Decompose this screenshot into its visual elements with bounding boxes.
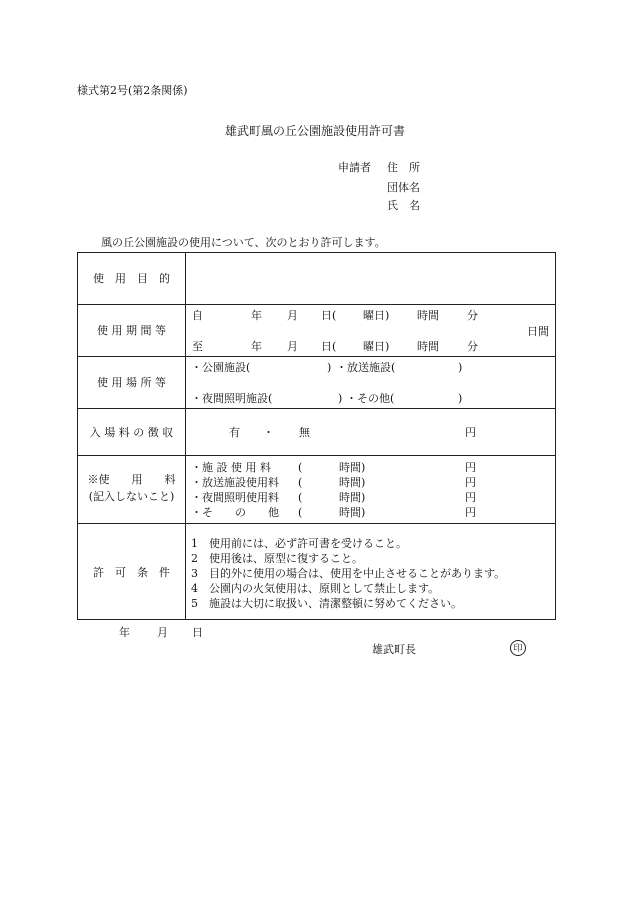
seal-icon: 印 [510, 640, 526, 656]
period-to-day: 日( [321, 340, 337, 353]
fee-item-yen: 円 [465, 476, 476, 489]
period-from-minute: 分 [467, 309, 478, 322]
fee-item-hours: 時間) [339, 491, 366, 504]
row-divider [78, 408, 555, 409]
period-from-day: 日( [321, 309, 337, 322]
place-other: ・その他( [346, 392, 395, 405]
footer-month: 月 [157, 626, 168, 639]
fee-item-name: ・施 設 使 用 料 [191, 461, 271, 474]
mayor-title: 雄武町長 [372, 643, 416, 656]
condition-item: 4 公園内の火気使用は、原則として禁止します。 [191, 582, 440, 595]
fee-item-hours: 時間) [339, 461, 366, 474]
admission-separator: ・ [263, 426, 274, 439]
period-from-prefix: 自 [192, 309, 203, 322]
period-from-year: 年 [251, 309, 262, 322]
fee-item-open: ( [298, 476, 303, 489]
fee-item-open: ( [298, 506, 303, 519]
applicant-label: 申請者 [338, 161, 371, 174]
fee-item-yen: 円 [465, 506, 476, 519]
applicant-name-label: 氏 名 [387, 199, 420, 212]
condition-item: 3 目的外に使用の場合は、使用を中止させることがあります。 [191, 567, 506, 580]
row-divider [78, 455, 555, 456]
purpose-label: 使 用 目 的 [93, 272, 170, 285]
place-night-lighting-close: ) [338, 392, 343, 405]
period-to-month: 月 [287, 340, 298, 353]
applicant-address-label: 住 所 [387, 161, 420, 174]
permit-table [77, 252, 556, 620]
admission-yen: 円 [465, 426, 476, 439]
period-to-hour: 時間 [417, 340, 439, 353]
fee-item-yen: 円 [465, 491, 476, 504]
condition-item: 2 使用後は、原型に復すること。 [191, 552, 363, 565]
period-to-year: 年 [251, 340, 262, 353]
intro-text: 風の丘公園施設の使用について、次のとおり許可します。 [101, 236, 386, 249]
condition-item: 5 施設は大切に取扱い、清潔整頓に努めてください。 [191, 597, 462, 610]
footer-day: 日 [192, 626, 203, 639]
condition-item: 1 使用前には、必ず許可書を受けること。 [191, 537, 407, 550]
admission-label: 入 場 料 の 徴 収 [89, 426, 174, 439]
fee-item-name: ・夜間照明使用料 [191, 491, 279, 504]
place-broadcast-close: ) [458, 361, 463, 374]
period-to-minute: 分 [467, 340, 478, 353]
fee-item-hours: 時間) [339, 506, 366, 519]
row-divider [78, 356, 555, 357]
period-to-weekday: 曜日) [363, 340, 390, 353]
place-park-close: ) [327, 361, 332, 374]
place-other-close: ) [458, 392, 463, 405]
fee-item-name: ・放送施設使用料 [191, 476, 279, 489]
row-divider [78, 523, 555, 524]
applicant-group-label: 団体名 [387, 181, 420, 194]
place-broadcast: ・放送施設( [336, 361, 396, 374]
place-night-lighting: ・夜間照明施設( [191, 392, 273, 405]
fee-item-yen: 円 [465, 461, 476, 474]
period-from-hour: 時間 [417, 309, 439, 322]
admission-no: 無 [299, 426, 310, 439]
row-divider [78, 304, 555, 305]
document-title: 雄武町風の丘公園施設使用許可書 [224, 124, 405, 138]
label-column-divider [185, 253, 186, 619]
fee-item-hours: 時間) [339, 476, 366, 489]
period-from-weekday: 曜日) [363, 309, 390, 322]
period-label: 使 用 期 間 等 [97, 324, 166, 337]
period-from-month: 月 [287, 309, 298, 322]
place-label: 使 用 場 所 等 [97, 376, 166, 389]
fee-item-open: ( [298, 491, 303, 504]
place-park: ・公園施設( [191, 361, 251, 374]
fee-label: ※使 用 料 [87, 473, 176, 486]
admission-yes: 有 [229, 426, 240, 439]
period-days: 日間 [527, 325, 549, 338]
conditions-label: 許 可 条 件 [93, 566, 170, 579]
form-number: 様式第2号(第2条関係) [77, 84, 188, 97]
period-to-prefix: 至 [192, 340, 203, 353]
fee-item-open: ( [298, 461, 303, 474]
footer-year: 年 [119, 626, 130, 639]
fee-sublabel: (記入しないこと) [88, 490, 175, 503]
fee-item-name: ・そ の 他 [191, 506, 279, 519]
